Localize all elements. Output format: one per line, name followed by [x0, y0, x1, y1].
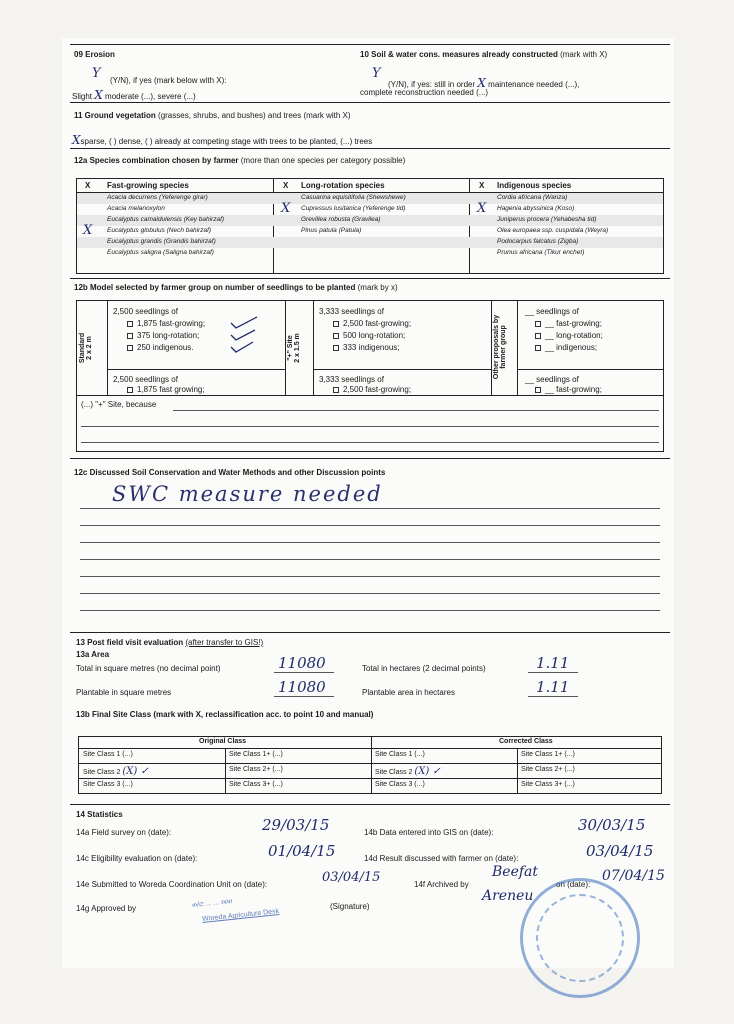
- other-a-head: __ seedlings of: [525, 307, 579, 316]
- blue-stamp-line1: ወ/ሮ ... ... ዐዐዐ: [191, 897, 233, 910]
- site-class-mark: (X) ✓: [414, 766, 441, 777]
- round-seal-inner-icon: [536, 894, 624, 982]
- plus-a-item: 500 long-rotation;: [343, 331, 406, 340]
- submitted-date: 03/04/15: [322, 870, 381, 885]
- fast-species: Eucalyptus camaldulensis (Key bahirzaf): [107, 216, 225, 223]
- submitted-label: 14e Submitted to Woreda Coordination Unit on (date):: [76, 880, 268, 889]
- veg-mark: X: [72, 133, 81, 147]
- site-class-table: [78, 736, 662, 794]
- checkbox[interactable]: [535, 333, 541, 339]
- species-col-indig: Indigenous species: [497, 181, 572, 190]
- std-a-item: 1,875 fast-growing;: [137, 319, 206, 328]
- checkbox[interactable]: [127, 321, 133, 327]
- site-class-cell: Site Class 3+ (...): [521, 781, 575, 788]
- site-class-cell: Site Class 1+ (...): [229, 751, 283, 758]
- gis-entry-date: 30/03/15: [578, 816, 646, 834]
- std-a-item: 375 long-rotation;: [137, 331, 200, 340]
- form-page: [62, 38, 674, 968]
- long-species: Casuarina equisitifolia (Shewshewe): [301, 194, 406, 201]
- site-class-cell: Site Class 1+ (...): [521, 751, 575, 758]
- indig-species: Hagenia abyssinica (Koso): [497, 205, 575, 212]
- total-ha-label: Total in hectares (2 decimal points): [362, 664, 486, 673]
- erosion-moderate: moderate (...), severe (...): [105, 92, 196, 101]
- original-class-head: Original Class: [199, 738, 247, 745]
- archived-on-label: on (date):: [556, 880, 591, 889]
- long-species: Cupressus lusitanica (Yeferenge tid): [301, 205, 406, 212]
- fast-species: Eucalyptus globulus (Nech bahirzaf): [107, 227, 212, 234]
- indig-species: Juniperus procera (Yehabesha tid): [497, 216, 597, 223]
- other-b-item: __ fast-growing;: [545, 385, 602, 394]
- blue-stamp-line2: Woreda Agriculture Desk: [201, 907, 280, 924]
- std-b-item: 1,875 fast growing;: [137, 385, 205, 394]
- other-a-item: __ fast-growing;: [545, 319, 602, 328]
- area-title: 13a Area: [76, 650, 110, 659]
- site-class-cell: Site Class 3+ (...): [229, 781, 283, 788]
- site-class-cell: Site Class 3 (...): [83, 781, 133, 788]
- veg-title: 11 Ground vegetation: [74, 111, 156, 120]
- archived-by-name: Beefat: [492, 864, 539, 880]
- result-discussed-label: 14d Result discussed with farmer on (date):: [364, 854, 519, 863]
- other-a-item: __ long-rotation;: [545, 331, 603, 340]
- veg-title-tail: (grasses, shrubs, and bushes) and trees (mark with X): [158, 111, 351, 120]
- erosion-answer: Y: [92, 66, 101, 81]
- site-class-cell: Site Class 2: [83, 769, 121, 776]
- species-col-fast: Fast-growing species: [107, 181, 189, 190]
- fast-species: Eucalyptus grandis (Grandis bahirzaf): [107, 238, 216, 245]
- checkbox[interactable]: [333, 345, 339, 351]
- plus-a-item: 333 indigenous;: [343, 343, 400, 352]
- gis-entry-label: 14b Data entered into GIS on (date):: [364, 828, 494, 837]
- site-class-mark: (X) ✓: [122, 766, 149, 777]
- fast-species-mark: X: [83, 223, 93, 238]
- checkbox[interactable]: [535, 345, 541, 351]
- species-x-col1: X: [85, 181, 91, 190]
- erosion-yn-label: (Y/N), if yes (mark below with X):: [110, 76, 227, 85]
- species-x-col3: X: [479, 181, 485, 190]
- swc-mark: X: [477, 76, 486, 90]
- checkbox[interactable]: [535, 387, 541, 393]
- plant-ha-label: Plantable area in hectares: [362, 688, 455, 697]
- other-b-head: __ seedlings of: [525, 375, 579, 384]
- checkbox[interactable]: [333, 333, 339, 339]
- species-col-long: Long-rotation species: [301, 181, 385, 190]
- site-class-cell: Site Class 1 (...): [375, 751, 425, 758]
- site-class-cell: Site Class 1 (...): [83, 751, 133, 758]
- other-a-item: __ indigenous;: [545, 343, 598, 352]
- plus-site-label: "+" Site: [287, 335, 294, 361]
- long-species: Pinus patula (Patula): [301, 227, 362, 234]
- standard-dim: 2 x 2 m: [86, 336, 93, 360]
- fast-species: Eucalyptus saligna (Saligna bahirzaf): [107, 249, 214, 256]
- approved-label: 14g Approved by: [76, 904, 137, 913]
- eligibility-date: 01/04/15: [268, 842, 336, 860]
- indig-species: Cordia africana (Wanza): [497, 194, 568, 201]
- discussion-handwritten: SWC measure needed: [112, 482, 383, 506]
- post-eval-title: 13 Post field visit evaluation: [76, 638, 184, 647]
- fast-species: Acacia melanoxylon: [107, 205, 165, 212]
- long-species-mark: X: [281, 201, 291, 216]
- erosion-slight: Slight: [72, 92, 93, 101]
- total-ha-value: 1.11: [536, 654, 570, 672]
- model-title-tail: (mark by x): [357, 283, 398, 292]
- species-x-col2: X: [283, 181, 289, 190]
- checkmarks-icon: [227, 313, 267, 357]
- erosion-title: 09 Erosion: [74, 50, 115, 59]
- result-discussed-date: 03/04/15: [586, 842, 654, 860]
- erosion-slight-mark: X: [94, 88, 103, 102]
- swc-title-tail: (mark with X): [560, 50, 608, 59]
- field-survey-label: 14a Field survey on (date):: [76, 828, 172, 837]
- site-class-cell: Site Class 2+ (...): [521, 766, 575, 773]
- archived-date: 07/04/15: [602, 868, 665, 884]
- site-class-cell: Site Class 2: [375, 769, 413, 776]
- archived-label: 14f Archived by: [414, 880, 469, 889]
- swc-title: 10 Soil & water cons. measures already constructed: [360, 50, 558, 59]
- indig-species: Podocarpus falcatus (Zigba): [497, 238, 579, 245]
- swc-line1b: maintenance needed (...),: [488, 80, 580, 89]
- indig-species: Olea europaea ssp. cuspidata (Weyra): [497, 227, 609, 234]
- species-table: [76, 178, 664, 274]
- indig-species-mark: X: [477, 201, 487, 216]
- other-label: Other proposals by: [493, 314, 500, 380]
- plus-site-dim: 2 x 1.5 m: [294, 333, 301, 363]
- plant-ha-value: 1.11: [536, 678, 570, 696]
- std-a-head: 2,500 seedlings of: [113, 307, 178, 316]
- standard-label: Standard: [79, 332, 86, 364]
- discussion-title: 12c Discussed Soil Conservation and Water Methods and other Discussion points: [74, 468, 386, 477]
- stats-title: 14 Statistics: [76, 810, 123, 819]
- signature-label: (Signature): [330, 902, 370, 911]
- checkbox[interactable]: [127, 345, 133, 351]
- checkbox[interactable]: [333, 321, 339, 327]
- std-b-head: 2,500 seedlings of: [113, 375, 178, 384]
- checkbox[interactable]: [127, 387, 133, 393]
- plus-a-head: 3,333 seedlings of: [319, 307, 384, 316]
- plant-sqm-value: 11080: [278, 678, 326, 696]
- site-class-cell: Site Class 3 (...): [375, 781, 425, 788]
- swc-answer: Y: [372, 66, 381, 81]
- final-class-title: 13b Final Site Class (mark with X, reclassification acc. to point 10 and manual): [76, 710, 374, 719]
- checkbox[interactable]: [333, 387, 339, 393]
- plus-b-head: 3,333 seedlings of: [319, 375, 384, 384]
- site-class-cell: Site Class 2+ (...): [229, 766, 283, 773]
- species-title-tail: (more than one species per category possible): [240, 156, 406, 165]
- veg-text: sparse, ( ) dense, ( ) already at competing stage with trees to be planted, (...) trees: [80, 137, 373, 146]
- swc-line2: complete reconstruction needed (...): [360, 88, 489, 97]
- post-eval-link: (after transfer to GIS!): [185, 638, 264, 647]
- corrected-class-head: Corrected Class: [499, 738, 553, 745]
- std-a-item: 250 indigenous.: [137, 343, 194, 352]
- swc-line1: (Y/N), if yes: still in order: [388, 80, 476, 89]
- model-table: [76, 300, 664, 396]
- because-label: (...) "+" Site, because: [81, 400, 157, 409]
- model-title: 12b Model selected by farmer group on number of seedlings to be planted: [74, 283, 356, 292]
- plus-b-item: 2,500 fast-growing;: [343, 385, 412, 394]
- long-species: Grevillea robusta (Gravilea): [301, 216, 381, 223]
- plus-a-item: 2,500 fast-growing;: [343, 319, 412, 328]
- because-box: [76, 394, 664, 452]
- plant-sqm-label: Plantable in square metres: [76, 688, 172, 697]
- total-sqm-value: 11080: [278, 654, 326, 672]
- checkbox[interactable]: [127, 333, 133, 339]
- signature-handwritten: Areneu: [482, 888, 534, 904]
- other-label2: farmer group: [500, 325, 507, 369]
- eligibility-label: 14c Eligibility evaluation on (date):: [76, 854, 198, 863]
- species-title: 12a Species combination chosen by farmer: [74, 156, 239, 165]
- checkbox[interactable]: [535, 321, 541, 327]
- total-sqm-label: Total in square metres (no decimal point): [76, 664, 221, 673]
- field-survey-date: 29/03/15: [262, 816, 330, 834]
- indig-species: Prunus africana (Tikur enchet): [497, 249, 585, 256]
- fast-species: Acacia decurrens (Yeferenge girar): [107, 194, 208, 201]
